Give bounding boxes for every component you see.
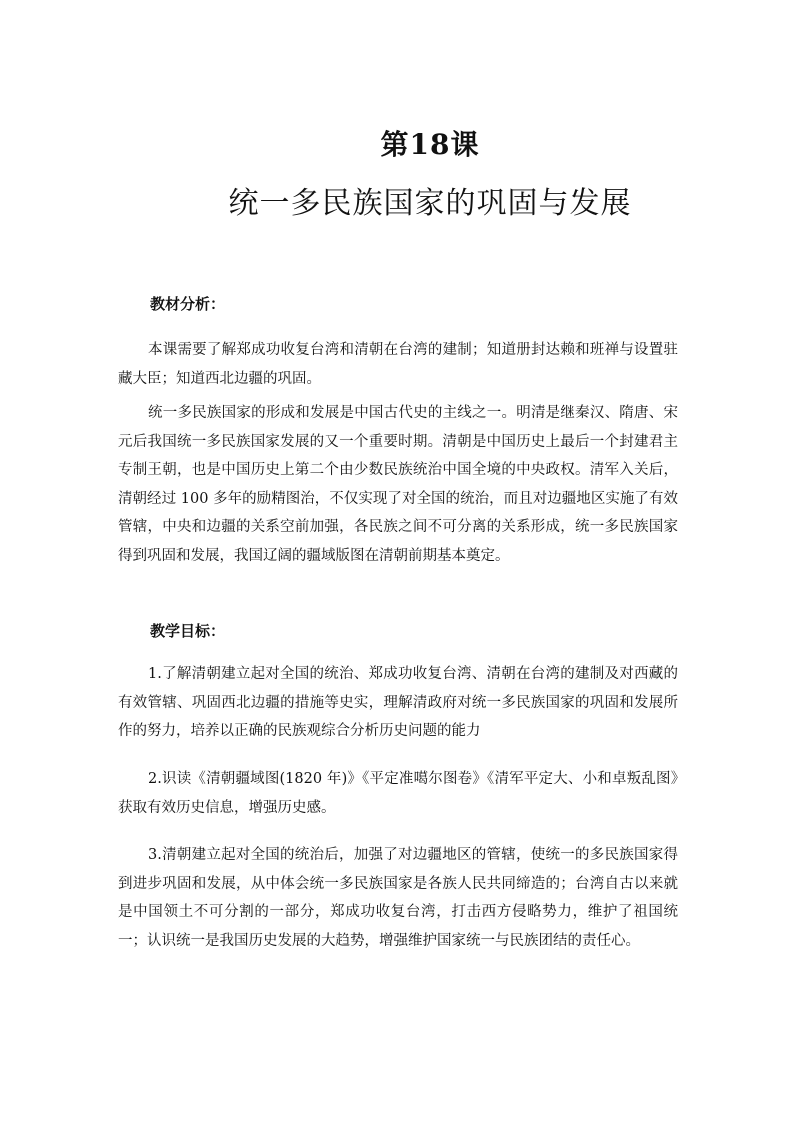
objective-item: 3.清朝建立起对全国的统治后，加强了对边疆地区的管辖，使统一的多民族国家得到进步巩固和发展，从中体会统一多民族国家是各族人民共同缔造的；台湾自古以来就是中国领土不可分割的一部分，郑成功收复台湾，打击西方侵略势力，维护了祖国统一；认识统一是我国历史发展的大趋势，增强维护国家统一与民族团结的责任心。 [118, 847, 678, 949]
analysis-paragraph: 本课需要了解郑成功收复台湾和清朝在台湾的建制；知道册封达赖和班禅与设置驻藏大臣；知道西北边疆的巩固。 [118, 342, 678, 387]
objective-item: 1.了解清朝建立起对全国的统治、郑成功收复台湾、清朝在台湾的建制及对西藏的有效管辖、巩固西北边疆的措施等史实，理解清政府对统一多民族国家的巩固和发展所作的努力，培养以正确的民族观综合分析历史问题的能力 [118, 666, 678, 739]
analysis-paragraph: 统一多民族国家的形成和发展是中国古代史的主线之一。明清是继秦汉、隋唐、宋元后我国统一多民族国家发展的又一个重要时期。清朝是中国历史上最后一个封建君主专制王朝，也是中国历史上第二个由少数民族统治中国全境的中央政权。清军入关后，清朝经过 100 多年的励精图治，不仅实现了对全国的统治，而且对边疆地区实施了有效管辖，中央和边疆的关系空前加强，各民族之间不可分离的关系形成，统一多民族国家得到巩固和发展，我国辽阔的疆域版图在清朝前期基本奠定。 [118, 405, 678, 564]
section-heading-analysis: 教材分析： [150, 295, 226, 313]
objective-item: 2.识读《清朝疆域图(1820 年)》《平定准噶尔图卷》《清军平定大、小和卓叛乱图》获取有效历史信息，增强历史感。 [118, 771, 678, 816]
lesson-title: 第18课 [380, 128, 480, 161]
section-heading-objectives: 教学目标： [150, 622, 226, 640]
lesson-subtitle: 统一多民族国家的巩固与发展 [228, 186, 632, 221]
